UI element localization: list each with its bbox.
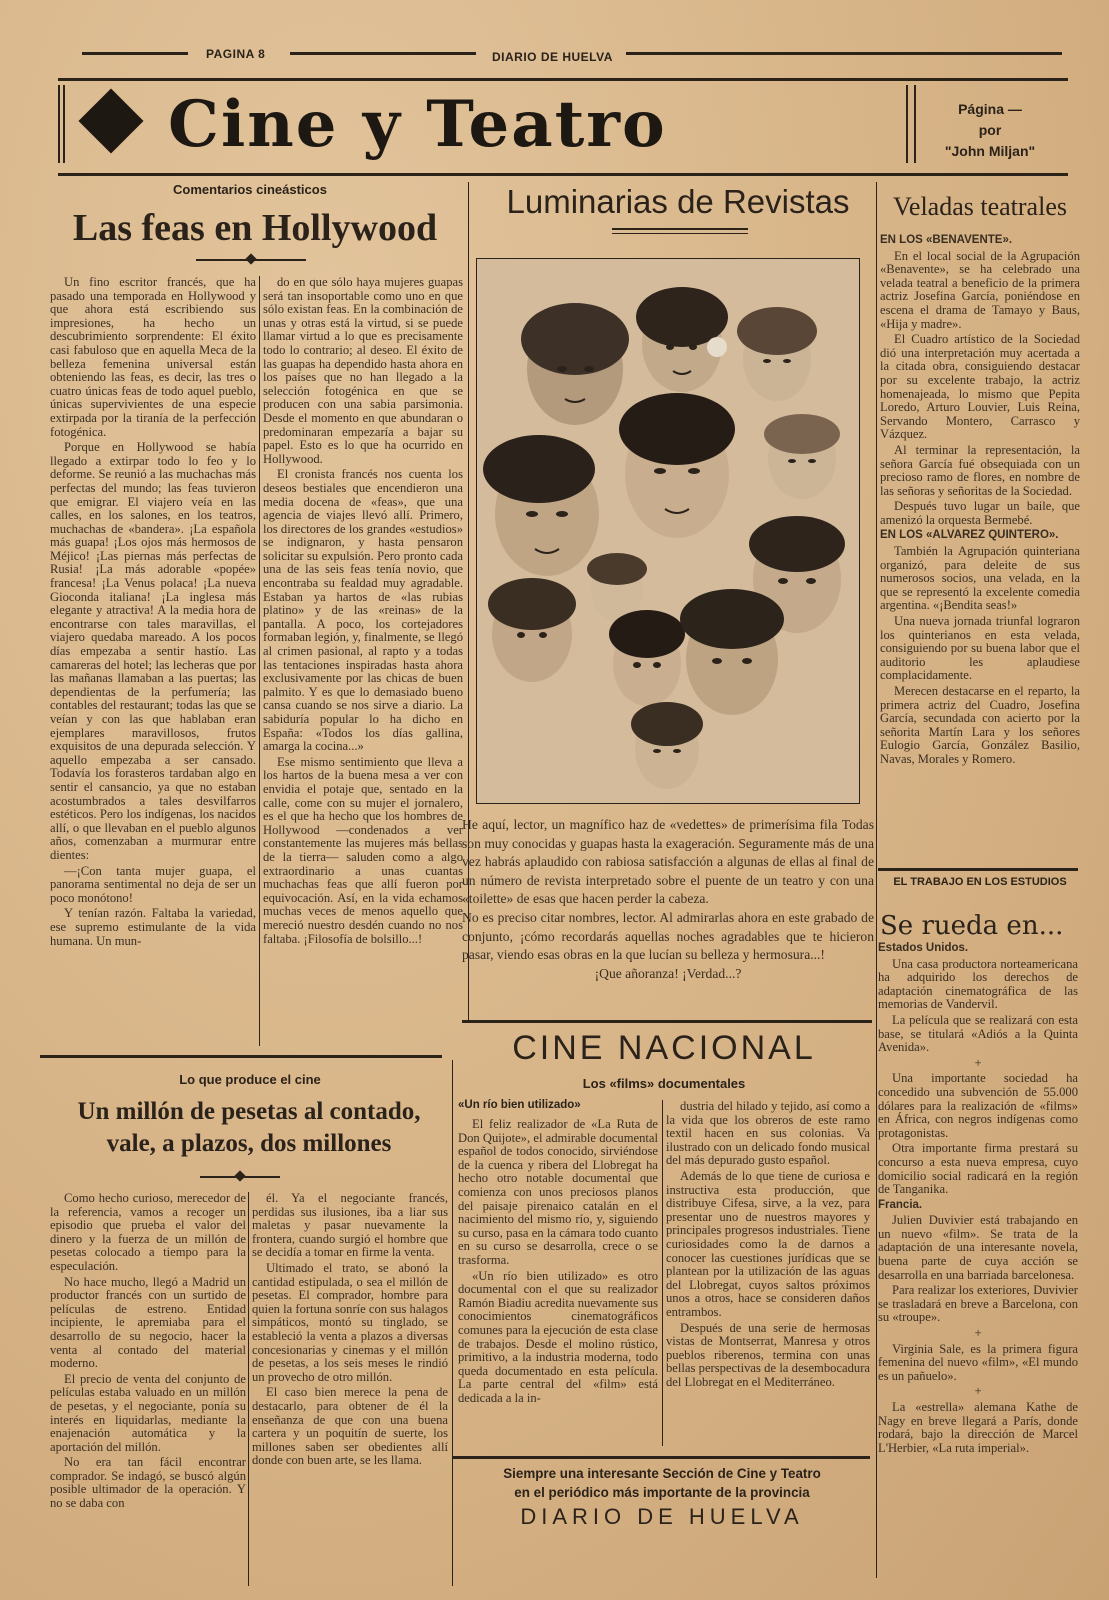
byline-line-2: por xyxy=(978,122,1002,138)
column-divider xyxy=(259,276,260,1046)
separator: + xyxy=(974,1055,982,1070)
subheading: EN LOS «BENAVENTE». xyxy=(880,234,1013,246)
veladas-column xyxy=(880,234,1080,864)
paragraph: Al terminar la representación, la señora García fué obsequiada con un precioso ramo de flores, en nombre de las señoras y señoritas de la Sociedad. xyxy=(880,442,1080,498)
millon-kicker: Lo que produce el cine xyxy=(179,1072,321,1087)
column-divider xyxy=(662,1100,663,1446)
column-divider xyxy=(876,182,877,1578)
millon-title xyxy=(36,1096,462,1160)
cine-nacional-column-2 xyxy=(666,1100,870,1448)
column-divider xyxy=(248,1192,249,1586)
caption-paragraph: No es preciso citar nombres, lector. Al admirarlas ahora en este grabado de conjunto, ¡cómo recordarás aquellas noches agradables que te hicieron pasar, viendo esas obras en la que lucían su belleza y hermosura...! xyxy=(462,909,874,963)
diamond-ornament-icon xyxy=(78,88,143,153)
paragraph: él. Ya el negociante francés, perdidas sus ilusiones, iba a liar sus maletas y pasar nuevamente la frontera, cuando surgió el hombre que se decidía a tomar en firme la venta. xyxy=(252,1192,448,1260)
paragraph: Para realizar los exteriores, Duvivier se trasladará en breve a Barcelona, con su «troupe». xyxy=(878,1283,1078,1325)
rueda-title: Se rueda en... xyxy=(880,911,1064,941)
subheading: EN LOS «ALVAREZ QUINTERO». xyxy=(880,529,1059,542)
byline xyxy=(920,99,1060,162)
header-rule-mid xyxy=(290,52,476,55)
promo-line-1: Siempre una interesante Sección de Cine y Teatro xyxy=(503,1466,821,1481)
promo-box xyxy=(452,1464,872,1532)
byline-line-3: "John Miljan" xyxy=(944,143,1036,159)
paragraph: La «estrella» alemana Kathe de Nagy en breve llegará a París, donde rodará, bajo la dirección de Marcel L'Herbier, «La ruta imperial». xyxy=(878,1400,1078,1455)
paragraph: Una casa productora norteamericana ha adquirido los derechos de adaptación cinematográfica de las memorias de Vandervil. xyxy=(878,956,1078,1012)
paragraph: Ese mismo sentimiento que lleva a los hartos de la buena mesa a ver con envidia el potaje que, sentado en la calle, come con su mujer el jornalero, es el que ha hecho que los hombres de Hollywood —condenados a ver constantemente las mujeres más bellas de la tierra— saluden como a algo extraordinario a unas cuantas muchachas feas que allí fueron por equivocación. Así, en la vida echamos muchas veces de menos aquello que mereció nuestro desdén cuando no nos faltaba. ¡Filosofía de bolsillo...! xyxy=(263,754,463,946)
paragraph: El feliz realizador de «La Ruta de Don Quijote», el admirable documental español de todos conocido, sirviéndose de la cuenca y ribera del Llobregat ha hecho otro notable documental que comienza con unos preciosos planos del paisaje pirenaico catalán en el nacimiento del mismo río, y, siguiendo su curso, pasa en la cámara todo cuanto en su curso se desarrolla, crece o se trasforma. xyxy=(458,1118,658,1267)
paragraph: Una importante sociedad ha concedido una subvención de 55.000 dólares para la realización de «films» en África, con negros indígenas como protagonistas. xyxy=(878,1071,1078,1140)
title-ornament xyxy=(196,259,306,261)
paragraph: Después tuvo lugar un baile, que amenizó la orquesta Bermebé. xyxy=(880,499,1080,527)
paragraph: La película que se realizará con esta base, se titulará «Adiós a la Quinta Avenida». xyxy=(878,1012,1078,1055)
byline-line-1: Página — xyxy=(958,101,1022,117)
paragraph: —¡Con tanta mujer guapa, el panorama sentimental no deja de ser un poco monótono! xyxy=(50,863,256,905)
promo-rule-top xyxy=(452,1456,870,1459)
rueda-column xyxy=(878,942,1078,1572)
title-rule xyxy=(612,233,748,234)
paragraph: También la Agrupación quinteriana organizó, para deleite de sus numerosos socios, una velada, en la que se representó la excelente comedia argentina. «¡Bendita seas!» xyxy=(880,544,1080,613)
article-title: Las feas en Hollywood xyxy=(72,207,438,249)
article-column-2 xyxy=(263,276,463,1044)
rueda-kicker: EL TRABAJO EN LOS ESTUDIOS xyxy=(893,876,1067,888)
cine-nacional-title: CINE NACIONAL xyxy=(512,1029,816,1067)
cine-nacional-subhead: «Un río bien utilizado» xyxy=(458,1099,581,1111)
photo-caption xyxy=(462,816,874,983)
promo-line-2: en el periódico más importante de la provincia xyxy=(514,1485,810,1500)
newspaper-name: DIARIO DE HUELVA xyxy=(492,50,613,64)
vedettes-collage-image xyxy=(477,259,859,803)
paragraph: Ultimado el trato, se abonó la cantidad estipulada, o sea el millón de pesetas. El comprador, hombre para quien la fortuna sonríe con sus halagos simpáticos, montó su tinglado, se estableció la venta a plazos a diversas concesionarias y cinemas y el millón de pesetas, a los seis meses le rindió un provecho de otro millón. xyxy=(252,1260,448,1384)
millon-column-2 xyxy=(252,1192,448,1588)
article-kicker: Comentarios cineásticos xyxy=(173,182,327,197)
paragraph: Y tenían razón. Faltaba la variedad, ese supremo estimulante de la vida humana. Un mun- xyxy=(50,906,256,948)
title-rule xyxy=(612,228,748,230)
paragraph: Un fino escritor francés, que ha pasado una temporada en Hollywood y que ahora está escribiendo sus impresiones, ha hecho un descubrimiento sorprendente: El éxito casi fabuloso que en aquella Meca de la belleza femenina universal están obteniendo las feas, es decir, las tres o cuatro únicas feas de todo aquel pueblo, únicas supervivientes de una especie extirpada por la tiranía de la perfección fotogénica. xyxy=(50,276,256,439)
millon-title-line-1: Un millón de pesetas al contado, xyxy=(77,1098,421,1125)
paragraph: Otra importante firma prestará su concurso a esta nueva empresa, cuyo domicilio social radicará en la región de Tanganika. xyxy=(878,1141,1078,1197)
paragraph: Una nueva jornada triunfal lograron los quinterianos en esta velada, consiguiendo por su buena labor que el auditorio les aplaudiese complacidamente. xyxy=(880,614,1080,683)
paragraph: Como hecho curioso, merecedor de la referencia, vamos a recoger un episodio que prueba el valor del dinero y la fuerza de un millón de pesetas colocado a tiempo para la especulación. xyxy=(50,1192,246,1273)
separator: + xyxy=(974,1384,982,1399)
millon-title-line-2: vale, a plazos, dos millones xyxy=(106,1130,392,1157)
cine-nacional-column-1 xyxy=(458,1118,658,1448)
section-rule xyxy=(40,1055,442,1058)
separator: + xyxy=(974,1326,982,1341)
paragraph: No hace mucho, llegó a Madrid un productor francés con un surtido de películas de estreno. Entidad incipiente, le apremiaba para el desarrollo de su negocio, hacer la venta al contado del material moderno. xyxy=(50,1274,246,1371)
paragraph: «Un río bien utilizado» es otro documental con el que su realizador Ramón Biadiu acredita nuevamente sus conocimientos cinematográficos comunes para la ejecución de esta clase de trabajos. Desde el molino rústico, primitivo, a la industria moderna, todo queda documentado en esta película. La parte central del «film» está dedicada a la in- xyxy=(458,1268,658,1405)
paragraph: Virginia Sale, es la primera figura femenina del nuevo «film», «El mundo es un pañuelo». xyxy=(878,1341,1078,1383)
section-rule xyxy=(462,1020,872,1023)
paragraph: Después de una serie de hermosas vistas de Montserrat, Manresa y otros pueblos riberenos, termina con unas bellas perspectivas de la desembocadura del Llobregat en el Mediterráneo. xyxy=(666,1320,870,1389)
title-ornament xyxy=(200,1176,280,1178)
paragraph: do en que sólo haya mujeres guapas será tan insoportable como uno en que sólo existan feas. En la combinación de unas y otras está la virtud, si se puede llamar virtud a lo que es precisamente todo lo contrario; al deseo. El éxito de las guapas ha dependido hasta ahora en los países que no han llegado a la selección fotogénica en que se producen con una sabia parsimonia. Desde el momento en que abundaran o predominaran empezaría a bajar su papel. Esto es lo que ha ocurrido en Hollywood. xyxy=(263,276,463,466)
cine-nacional-kicker: Los «films» documentales xyxy=(582,1076,746,1091)
paragraph: Además de lo que tiene de curiosa e instructiva esta producción, que distribuye Cifesa, sirve, a la vez, para presentar uno de nuestros mayores y principales progresos industriales. Tiene curiosidades como la de darnos a conocer las cuestiones jurídicas que se plantean por la utilización de las aguas del Llobregat, cuyos saltos próximos unos a otros, hace se consideren daños entrambos. xyxy=(666,1168,870,1319)
section-banner xyxy=(58,78,1068,176)
paragraph: El precio de venta del conjunto de películas estaba valuado en un millón de pesetas, y el negociante, ponía su interés en liquidarlas, mediante la enajenación automática y la aportación del millón. xyxy=(50,1371,246,1454)
paragraph: El Cuadro artístico de la Sociedad dió una interpretación muy acertada a la citada obra, consiguiendo destacar por su excelente trabajo, la actriz homenajeada, lo mismo que Pepita Loredo, Arturo Louvier, Luis Reina, Servando Montero, Carrasco y Vázquez. xyxy=(880,332,1080,442)
promo-newspaper-name: DIARIO DE HUELVA xyxy=(520,1504,804,1529)
millon-column-1 xyxy=(50,1192,246,1588)
photo-feature-title: Luminarias de Revistas xyxy=(506,183,850,220)
veladas-title: Veladas teatrales xyxy=(893,192,1067,221)
paragraph: Merecen destacarse en el reparto, la primera actriz del Cuadro, Josefina García, secundada con acierto por la señorita Martín Lara y los señores Eulogio García, González Basilio, Navas, Morales y Romero. xyxy=(880,684,1080,766)
paragraph: dustria del hilado y tejido, así como a la vida que los obreros de este ramo textil hacen en sus colonias. Va ilustrado con un delicado fondo musical del más depurado gusto español. xyxy=(666,1100,870,1168)
paragraph: Porque en Hollywood se había llegado a extirpar todo lo feo y lo deforme. Se reunió a las muchachas más perfectas del mundo; las feas tuvieron que emigrar. El viajero veía en las calles, en los salones, en los teatros, muchachas de «bandera». ¡La española más guapa! ¡Los ojos más hermosos de Méjico! ¡Las piernas más perfectas de Rusia! ¡La más adorable «popée» francesa! ¡La Venus polaca! ¡La nueva Gioconda italiana! ¡La inglesa más elegante y atractiva! A la media hora de encontrarse con tales maravillas, el viajero quedaba mareado. A los pocos días empezaba a sentir hastío. Las camareras del hotel; las lecheras que por las mañanas llamaban a las puertas; las dependientas de la perfumería; las contables del restaurant; todas las que se veían y con las que hablaban eran ejemplares maravillosos, frutos exquisitos de una depurada selección. Y aquello empezaba a ser cansado. Todavía los forasteros tardaban algo en sentir el cansancio, ya que no estaban acostumbrados a tales desvilfarros estéticos. Pero los indígenas, los nacidos allí, o que llevaban en el pueblo algunos años, comenzaban a murmurar entre dientes: xyxy=(50,440,256,862)
paragraph: En el local social de la Agrupación «Benavente», se ha celebrado una velada teatral a beneficio de la primera actriz Josefina García, poniéndose en escena el drama de Tamayo y Baus, «Hija y madre». xyxy=(880,248,1080,331)
page-number: PAGINA 8 xyxy=(206,47,266,61)
vedettes-photo xyxy=(476,258,860,804)
paragraph: El caso bien merece la pena de destacarlo, para obtener de él la enseñanza de que con una buena cartera y un poquitín de suerte, los millones saben ser obedientes allí donde con buen arte, se les llama. xyxy=(252,1385,448,1468)
subheading: Estados Unidos. xyxy=(878,942,969,954)
caption-closing: ¡Que añoranza! ¡Verdad...? xyxy=(594,965,742,981)
section-title: Cine y Teatro xyxy=(168,87,667,162)
header-rule-left xyxy=(82,52,188,55)
paragraph: El cronista francés nos cuenta los deseos bestiales que encendieron una media docena de «feas», que una agencia de viajes llevó allí. Primero, los directores de los grandes «estudios» se indignaron, y hasta pensaron solicitar su expulsión. Pero pronto cada una de las seis feas tenía novio, que encontraba su fealdad muy agradable. Estaban ya hartos de «las rubias platino» y de las «reinas» de la pantalla. A poco, los cortejadores formaban legión, y, finalmente, se llegó al crimen pasional, al rapto y a todas las tentaciones inspiradas hasta ahora exclusivamente por las chicas de buen palmito. Y es que lo demasiado bueno cansa cuando se nos sirve a diario. La sabiduría popular lo ha dicho en España: «Todos los días gallina, amarga la cocina...» xyxy=(263,467,463,754)
section-rule xyxy=(878,868,1078,871)
paragraph: Julien Duvivier está trabajando en un nuevo «film». Se trata de la adaptación de una interesante novela, buena parte de cuya acción se desarrolla en una barriada barcelonesa. xyxy=(878,1213,1078,1282)
caption-paragraph: He aquí, lector, un magnífico haz de «vedettes» de primerísima fila Todas son muy conocidas y guapas hasta la exageración. Seguramente más de una vez habrás aplaudido con rabiosa satisfacción a algunas de ellas al final de un número de revista interpretado sobre el puente de un teatro y con una «toilette» de esas que hacen perder la cabeza. xyxy=(462,817,874,907)
article-column-1 xyxy=(50,276,256,1044)
paragraph: No era tan fácil encontrar comprador. Se indagó, se buscó algún posible ultimador de la operación. Y no se daba con xyxy=(50,1455,246,1511)
header-rule-right xyxy=(626,52,1062,55)
subheading: Francia. xyxy=(878,1198,923,1211)
